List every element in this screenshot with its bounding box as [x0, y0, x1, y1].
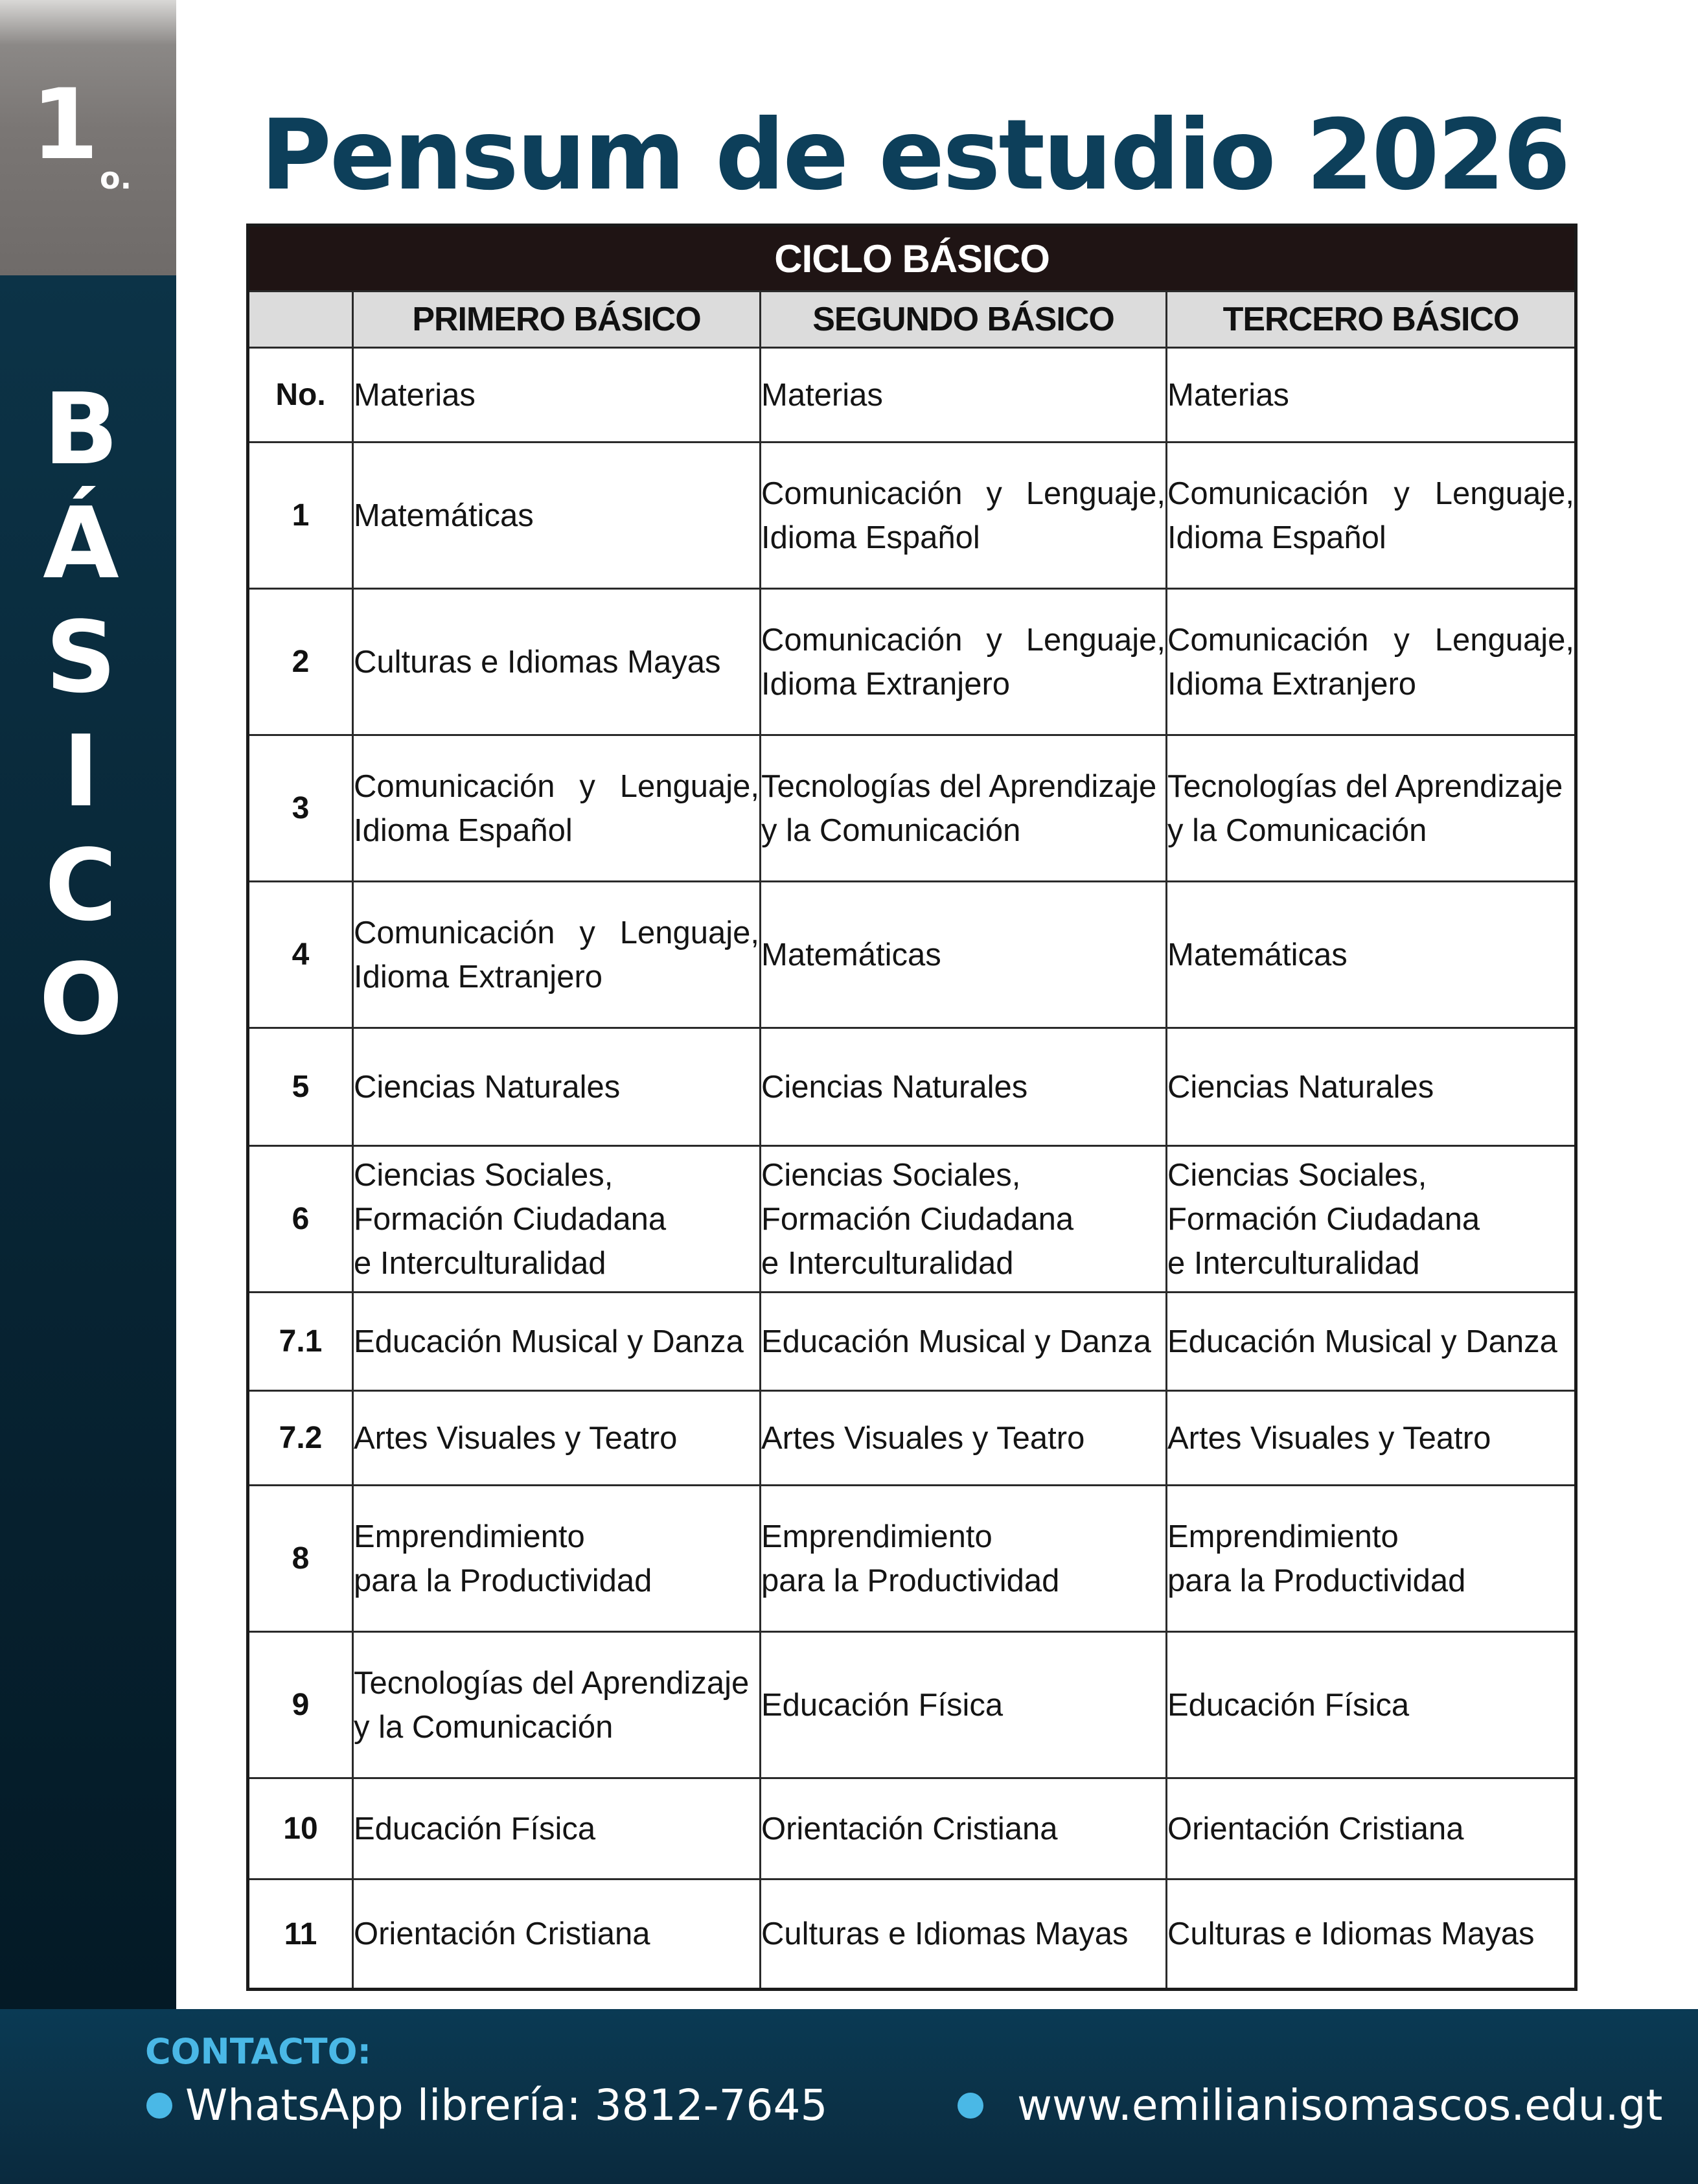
subject-line: Artes Visuales y Teatro	[761, 1420, 1085, 1456]
bullet-icon	[146, 2093, 172, 2119]
subject-cell	[761, 1632, 1167, 1778]
subject-line: para la Productividad	[1167, 1563, 1466, 1598]
subject-line: Formación Ciudadana	[354, 1201, 667, 1237]
subject-cell	[1167, 589, 1576, 735]
grade-header: TERCERO BÁSICO	[1167, 292, 1576, 348]
subject-line: Emprendimiento	[1167, 1519, 1399, 1554]
table-row	[248, 348, 1576, 443]
subject-line: Orientación Cristiana	[761, 1811, 1058, 1846]
contact-label: CONTACTO:	[145, 2031, 372, 2072]
website-link[interactable]: www.emilianisomascos.edu.gt	[1017, 2080, 1663, 2130]
grade-number: 1	[31, 69, 97, 181]
subject-line: Idioma Extranjero	[1167, 666, 1417, 702]
subject-cell	[761, 735, 1167, 882]
subject-line: Educación Física	[1167, 1687, 1410, 1723]
subject-line: Artes Visuales y Teatro	[354, 1420, 678, 1456]
grade-header-blank	[248, 292, 353, 348]
subject-line: Comunicación y Lenguaje,	[1167, 476, 1575, 511]
subject-cell	[1167, 1146, 1576, 1293]
grade-header-row	[248, 292, 1576, 348]
row-number: 3	[248, 735, 353, 882]
subject-line: Formación Ciudadana	[761, 1201, 1074, 1237]
subject-line: Idioma Extranjero	[761, 666, 1011, 702]
subject-cell	[353, 1146, 761, 1293]
subject-line: Ciencias Sociales,	[761, 1157, 1021, 1193]
subject-line: para la Productividad	[354, 1563, 652, 1598]
row-number: 7.1	[248, 1293, 353, 1391]
subject-line: Educación Física	[761, 1687, 1004, 1723]
subject-cell	[1167, 443, 1576, 589]
table-row	[248, 443, 1576, 589]
subject-line: Idioma Español	[354, 812, 573, 848]
row-number: 7.2	[248, 1391, 353, 1486]
row-number: 9	[248, 1632, 353, 1778]
subject-cell	[353, 1391, 761, 1486]
table-row	[248, 1391, 1576, 1486]
side-letter: Á	[43, 486, 119, 601]
subject-line: Educación Física	[354, 1811, 596, 1846]
table-row	[248, 1146, 1576, 1293]
side-letter: O	[39, 942, 123, 1057]
subject-line: Comunicación y Lenguaje,	[354, 915, 759, 950]
curriculum-table-container	[246, 224, 1574, 1991]
subject-cell	[1167, 1028, 1576, 1146]
side-vertical-label	[0, 373, 162, 1057]
subject-line: e Interculturalidad	[761, 1245, 1014, 1281]
side-letter: C	[45, 828, 117, 943]
subject-cell	[353, 589, 761, 735]
subject-line: Comunicación y Lenguaje,	[761, 476, 1165, 511]
row-number: 10	[248, 1778, 353, 1879]
subject-cell	[353, 1293, 761, 1391]
subject-cell	[353, 443, 761, 589]
cycle-header: CICLO BÁSICO	[248, 225, 1576, 292]
subject-cell	[1167, 882, 1576, 1028]
subject-line: y la Comunicación	[761, 812, 1021, 848]
row-number: 2	[248, 589, 353, 735]
subject-line: y la Comunicación	[1167, 812, 1427, 848]
subject-cell	[353, 1632, 761, 1778]
subject-cell	[1167, 1486, 1576, 1632]
row-number: 4	[248, 882, 353, 1028]
subject-cell	[761, 589, 1167, 735]
subject-cell: Materias	[761, 348, 1167, 443]
side-letter: I	[62, 714, 100, 829]
subject-line: Ciencias Naturales	[1167, 1069, 1434, 1105]
subject-line: Idioma Español	[1167, 520, 1386, 555]
subject-line: Comunicación y Lenguaje,	[1167, 622, 1575, 658]
table-row	[248, 1028, 1576, 1146]
subject-line: Tecnologías del Aprendizaje	[354, 1665, 750, 1701]
side-letter: B	[43, 372, 119, 487]
curriculum-table	[246, 224, 1578, 1991]
subject-line: Emprendimiento	[354, 1519, 585, 1554]
table-row	[248, 1778, 1576, 1879]
subject-line: e Interculturalidad	[1167, 1245, 1420, 1281]
subject-line: Matemáticas	[1167, 937, 1348, 972]
row-number: 11	[248, 1879, 353, 1990]
subject-cell	[1167, 1293, 1576, 1391]
table-row	[248, 1486, 1576, 1632]
subject-cell: Materias	[353, 348, 761, 443]
subject-line: Idioma Extranjero	[354, 959, 603, 994]
row-number: 8	[248, 1486, 353, 1632]
subject-line: Culturas e Idiomas Mayas	[1167, 1916, 1535, 1951]
subject-cell	[353, 1486, 761, 1632]
table-row	[248, 882, 1576, 1028]
subject-line: Comunicación y Lenguaje,	[761, 622, 1165, 658]
subject-cell	[761, 1146, 1167, 1293]
row-number: No.	[248, 348, 353, 443]
subject-cell	[1167, 1632, 1576, 1778]
table-row	[248, 1632, 1576, 1778]
subject-cell	[761, 1391, 1167, 1486]
subject-line: Ciencias Sociales,	[1167, 1157, 1427, 1193]
subject-cell	[761, 1293, 1167, 1391]
subject-line: Artes Visuales y Teatro	[1167, 1420, 1491, 1456]
subject-line: e Interculturalidad	[354, 1245, 606, 1281]
subject-line: Orientación Cristiana	[354, 1916, 650, 1951]
subject-line: Educación Musical y Danza	[761, 1324, 1151, 1359]
subject-line: Educación Musical y Danza	[354, 1324, 744, 1359]
table-row	[248, 1879, 1576, 1990]
subject-line: Matemáticas	[354, 498, 534, 533]
subject-cell	[353, 1028, 761, 1146]
subject-line: Culturas e Idiomas Mayas	[354, 644, 721, 680]
subject-cell	[1167, 1879, 1576, 1990]
subject-cell	[353, 1879, 761, 1990]
table-body	[248, 348, 1576, 1990]
subject-cell	[353, 1778, 761, 1879]
subject-cell	[761, 1778, 1167, 1879]
subject-line: y la Comunicación	[354, 1709, 614, 1745]
subject-line: Matemáticas	[761, 937, 941, 972]
whatsapp-contact: WhatsApp librería: 3812-7645	[185, 2080, 828, 2130]
subject-cell	[761, 1879, 1167, 1990]
subject-line: Formación Ciudadana	[1167, 1201, 1480, 1237]
subject-line: Ciencias Sociales,	[354, 1157, 614, 1193]
subject-line: Emprendimiento	[761, 1519, 992, 1554]
grade-header: PRIMERO BÁSICO	[353, 292, 761, 348]
subject-line: Idioma Español	[761, 520, 980, 555]
subject-line: Ciencias Naturales	[354, 1069, 621, 1105]
subject-cell	[761, 1486, 1167, 1632]
subject-line: Culturas e Idiomas Mayas	[761, 1916, 1129, 1951]
subject-cell	[353, 735, 761, 882]
subject-cell	[761, 882, 1167, 1028]
table-row	[248, 735, 1576, 882]
row-number: 1	[248, 443, 353, 589]
subject-cell: Materias	[1167, 348, 1576, 443]
grade-number-suffix: o.	[100, 161, 132, 196]
subject-line: para la Productividad	[761, 1563, 1060, 1598]
subject-line: Educación Musical y Danza	[1167, 1324, 1557, 1359]
subject-cell	[1167, 1778, 1576, 1879]
row-number: 6	[248, 1146, 353, 1293]
row-number: 5	[248, 1028, 353, 1146]
subject-line: Comunicación y Lenguaje,	[354, 768, 759, 804]
subject-cell	[353, 882, 761, 1028]
grade-header: SEGUNDO BÁSICO	[761, 292, 1167, 348]
subject-line: Tecnologías del Aprendizaje	[761, 768, 1157, 804]
subject-cell	[1167, 735, 1576, 882]
subject-cell	[1167, 1391, 1576, 1486]
table-row	[248, 589, 1576, 735]
subject-line: Orientación Cristiana	[1167, 1811, 1464, 1846]
subject-cell	[761, 1028, 1167, 1146]
table-row	[248, 1293, 1576, 1391]
bullet-icon	[958, 2093, 983, 2119]
side-letter: S	[45, 600, 117, 715]
subject-cell	[761, 443, 1167, 589]
subject-line: Tecnologías del Aprendizaje	[1167, 768, 1563, 804]
page-title: Pensum de estudio 2026	[260, 99, 1569, 212]
subject-line: Ciencias Naturales	[761, 1069, 1028, 1105]
